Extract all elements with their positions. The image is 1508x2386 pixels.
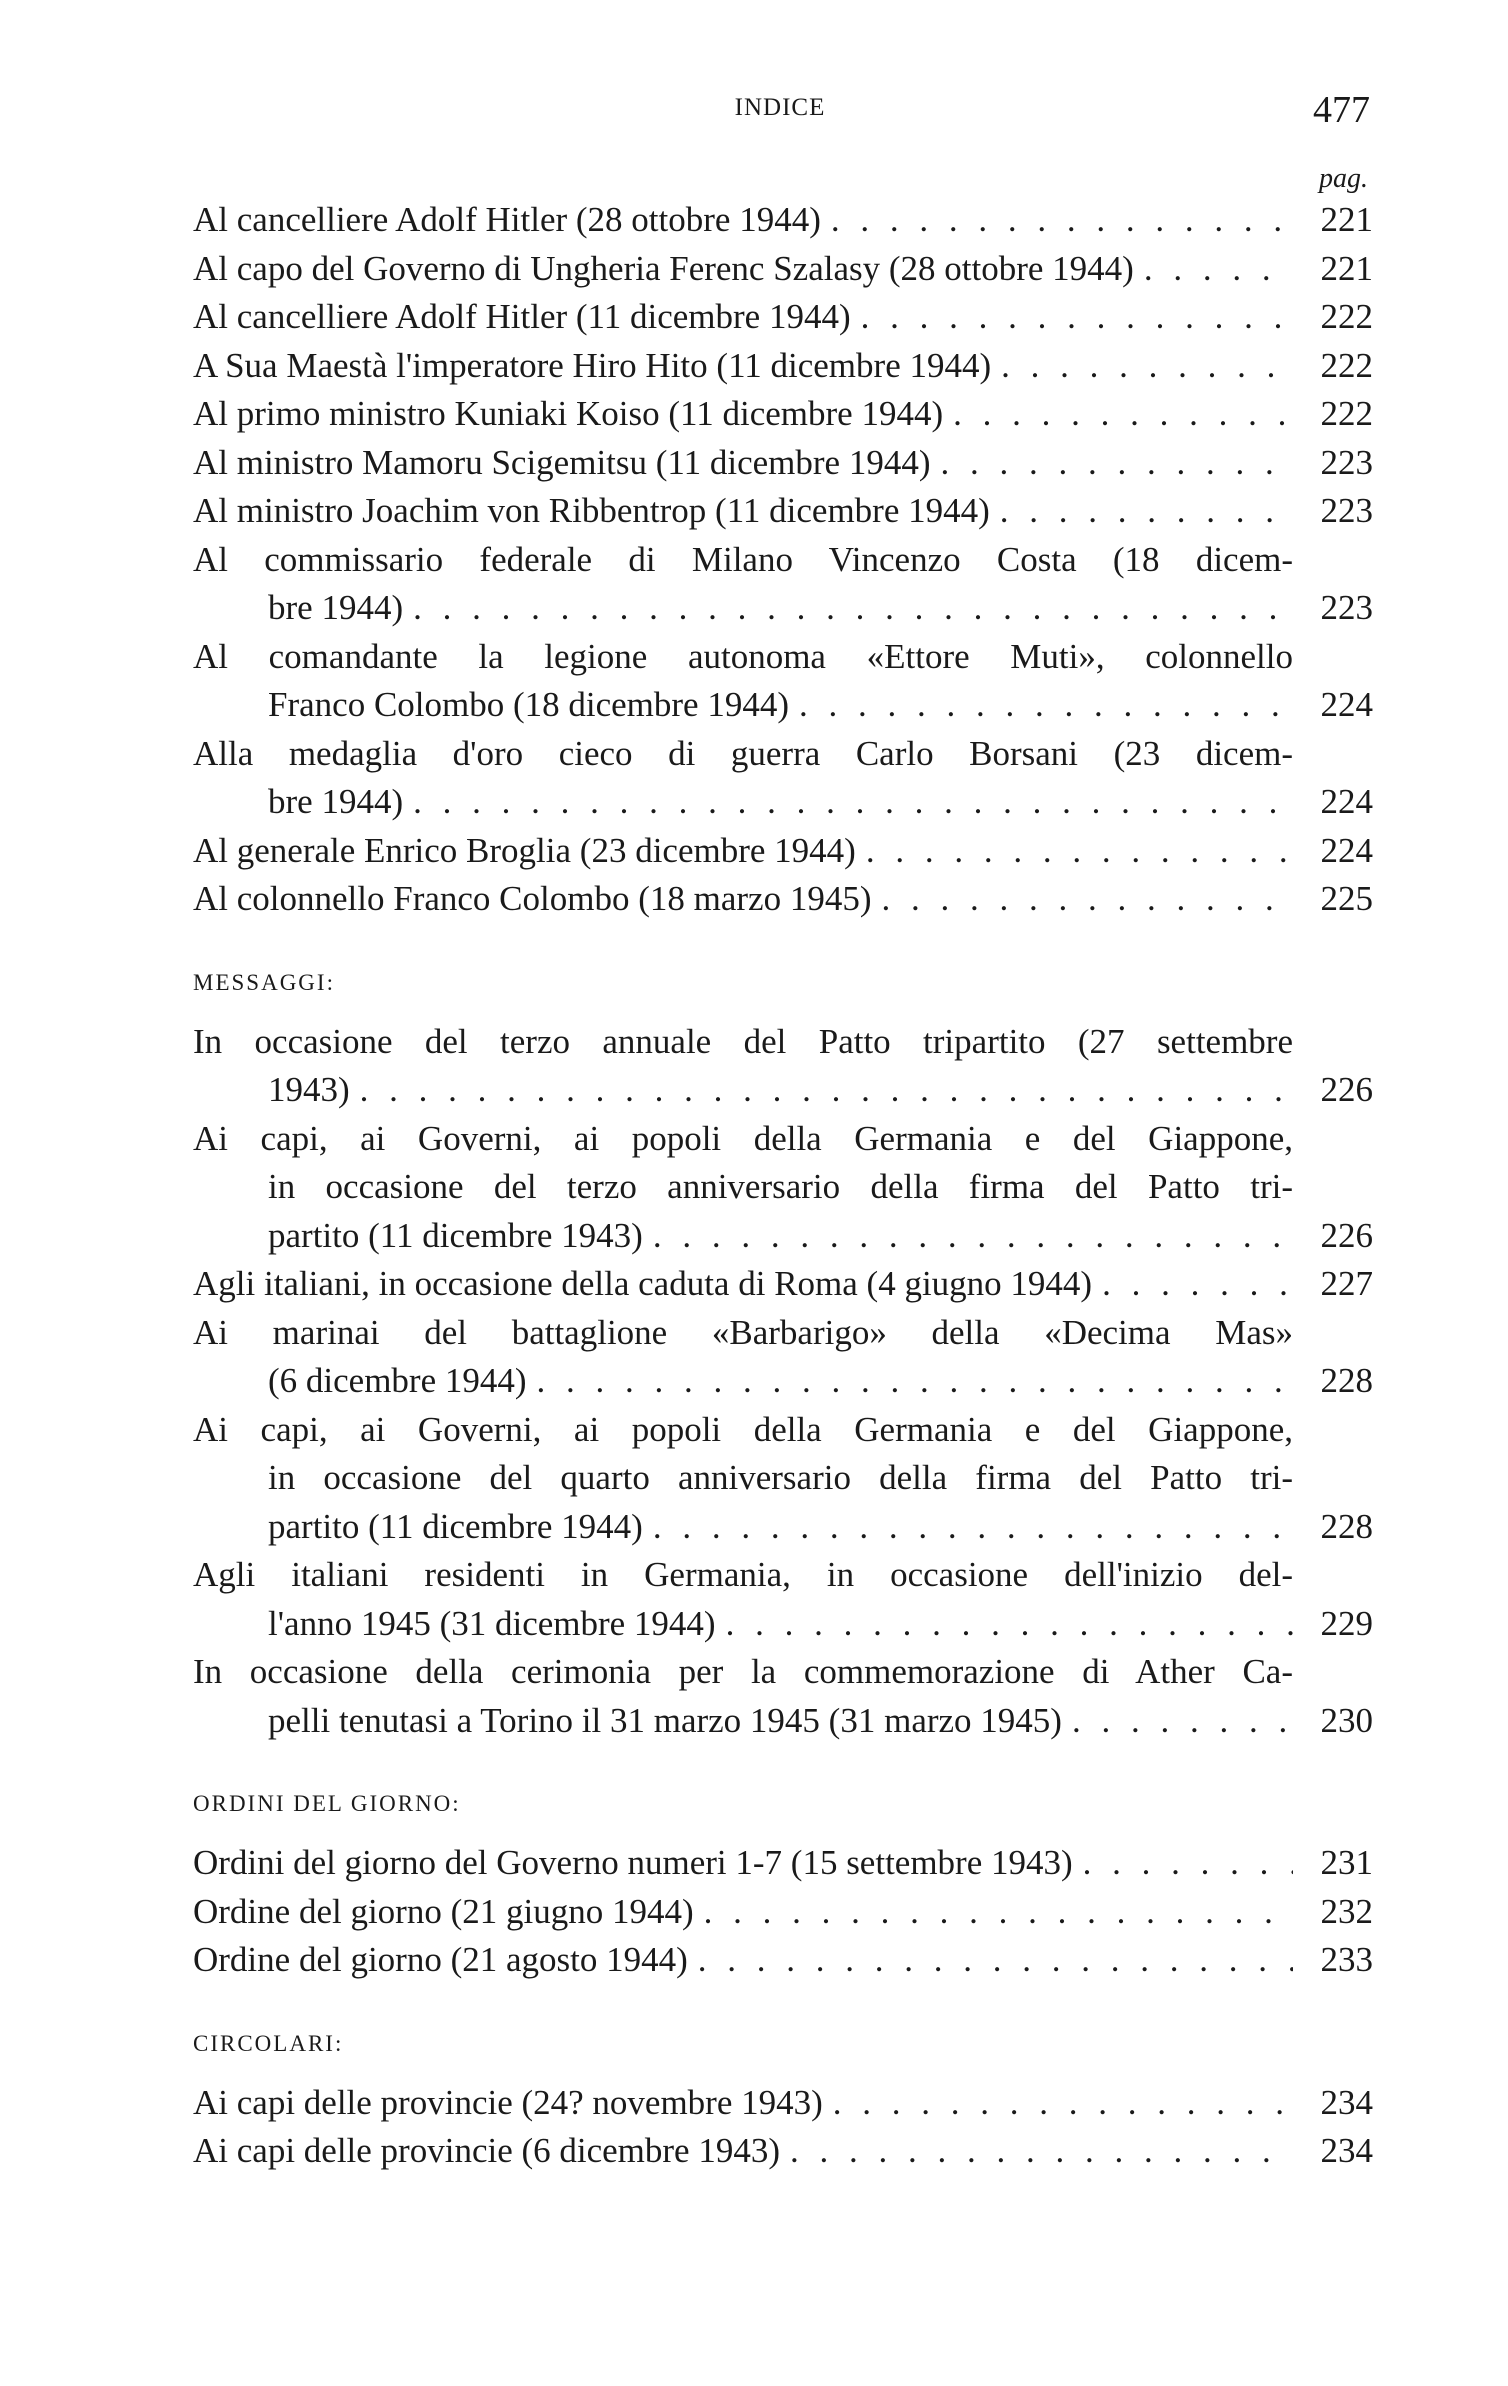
entry-line-text: Agli italiani, in occasione della caduta di Roma (4 giugno 1944) bbox=[193, 1264, 1093, 1303]
entry-title bbox=[193, 390, 1293, 439]
entry-title bbox=[193, 342, 1293, 391]
entry-title bbox=[193, 196, 1293, 245]
entry-title bbox=[193, 1888, 1293, 1937]
dot-leader bbox=[360, 1066, 1293, 1115]
entry-title bbox=[193, 2079, 1293, 2128]
index-entry bbox=[193, 293, 1373, 342]
entry-line-text: Al cancelliere Adolf Hitler (11 dicembre 1944) bbox=[193, 297, 851, 336]
dot-leader bbox=[726, 1600, 1293, 1649]
entry-line-text: Al ministro Joachim von Ribbentrop (11 dicembre 1944) bbox=[193, 491, 990, 530]
entry-page-number: 223 bbox=[1320, 588, 1373, 627]
entry-line-text: Al cancelliere Adolf Hitler (28 ottobre 1944) bbox=[193, 200, 821, 239]
entry-page-number: 222 bbox=[1320, 394, 1373, 433]
entry-line bbox=[193, 1600, 1293, 1649]
running-head-title: INDICE bbox=[734, 94, 826, 121]
entry-line bbox=[193, 1888, 1293, 1937]
entry-page-number: 225 bbox=[1320, 879, 1373, 918]
entry-page-number: 221 bbox=[1320, 248, 1373, 288]
entry-line-text: A Sua Maestà l'imperatore Hiro Hito (11 dicembre 1944) bbox=[193, 345, 992, 385]
entry-page-number: 222 bbox=[1320, 297, 1373, 336]
entry-line-text: Al generale Enrico Broglia (23 dicembre 1944) bbox=[193, 830, 856, 870]
entry-line: Al commissario federale di Milano Vincenzo Costa (18 dicem- bbox=[193, 539, 1293, 579]
entry-line bbox=[193, 2079, 1293, 2128]
entry-line bbox=[193, 1260, 1293, 1309]
entry-line-text: Ordine del giorno (21 giugno 1944) bbox=[193, 1891, 694, 1931]
entry-page-number: 232 bbox=[1320, 1891, 1373, 1931]
entry-title bbox=[193, 1551, 1293, 1648]
dot-leader bbox=[1144, 245, 1293, 294]
entry-page-number: 228 bbox=[1320, 1361, 1373, 1400]
entry-line-text: Al primo ministro Kuniaki Koiso (11 dicembre 1944) bbox=[193, 394, 944, 433]
index-entry bbox=[193, 1888, 1373, 1937]
entry-title bbox=[193, 1115, 1293, 1261]
entry-title bbox=[193, 1406, 1293, 1552]
index-entry bbox=[193, 487, 1373, 536]
dot-leader bbox=[653, 1503, 1293, 1552]
index-entry bbox=[193, 439, 1373, 488]
entry-line-text: Ordine del giorno (21 agosto 1944) bbox=[193, 1940, 688, 1979]
dot-leader bbox=[1000, 487, 1293, 536]
entry-page-number: 227 bbox=[1320, 1264, 1373, 1303]
entry-line-text: Ordini del giorno del Governo numeri 1-7 (15 settembre 1943) bbox=[193, 1843, 1073, 1882]
entry-line-text: l'anno 1945 (31 dicembre 1944) bbox=[268, 1603, 716, 1643]
entry-page-number: 234 bbox=[1320, 2131, 1373, 2170]
entry-line: Agli italiani residenti in Germania, in occasione dell'inizio del- bbox=[193, 1555, 1293, 1594]
section-heading: CIRCOLARI: bbox=[193, 2030, 344, 2056]
index-entry bbox=[193, 2079, 1373, 2128]
entry-line: Alla medaglia d'oro cieco di guerra Carlo Borsani (23 dicem- bbox=[193, 733, 1293, 773]
dot-leader bbox=[698, 1936, 1293, 1985]
entry-line bbox=[193, 827, 1293, 876]
dot-leader bbox=[790, 2127, 1293, 2176]
entry-line-text: (6 dicembre 1944) bbox=[268, 1361, 527, 1400]
entry-line bbox=[193, 487, 1293, 536]
dot-leader bbox=[413, 778, 1293, 827]
dot-leader bbox=[704, 1888, 1293, 1937]
entry-line bbox=[193, 778, 1293, 827]
index-entry bbox=[193, 2127, 1373, 2176]
dot-leader bbox=[940, 439, 1293, 488]
dot-leader bbox=[537, 1357, 1293, 1406]
section-heading: ORDINI DEL GIORNO: bbox=[193, 1791, 461, 1816]
dot-leader bbox=[831, 196, 1293, 245]
dot-leader bbox=[1072, 1697, 1293, 1746]
entry-title bbox=[193, 730, 1293, 827]
dot-leader bbox=[413, 584, 1293, 633]
entry-line-text: Ai capi delle provincie (6 dicembre 1943) bbox=[193, 2131, 781, 2170]
entry-line bbox=[193, 681, 1293, 730]
entry-line-text: Franco Colombo (18 dicembre 1944) bbox=[268, 685, 790, 724]
index-entry bbox=[193, 1406, 1373, 1552]
entry-line: In occasione della cerimonia per la commemorazione di Ather Ca- bbox=[193, 1652, 1293, 1691]
entry-line bbox=[193, 1697, 1293, 1746]
dot-leader bbox=[1102, 1260, 1293, 1309]
entry-page-number: 223 bbox=[1320, 442, 1373, 482]
entry-line-text: 1943) bbox=[268, 1070, 350, 1109]
index-entry bbox=[193, 1551, 1373, 1648]
index-entry bbox=[193, 1648, 1373, 1745]
entry-page-number: 230 bbox=[1320, 1700, 1373, 1740]
entry-line: Al comandante la legione autonoma «Ettore Muti», colonnello bbox=[193, 636, 1293, 676]
entry-line: in occasione del terzo anniversario della firma del Patto tri- bbox=[268, 1167, 1293, 1206]
entry-line bbox=[193, 245, 1293, 294]
entry-page-number: 224 bbox=[1320, 685, 1373, 724]
index-entry bbox=[193, 245, 1373, 294]
entry-line-text: Al colonnello Franco Colombo (18 marzo 1945) bbox=[193, 879, 872, 918]
dot-leader bbox=[861, 293, 1293, 342]
dot-leader bbox=[833, 2079, 1293, 2128]
entry-line: Ai marinai del battaglione «Barbarigo» della «Decima Mas» bbox=[193, 1312, 1293, 1352]
index-entry bbox=[193, 342, 1373, 391]
entry-title bbox=[193, 633, 1293, 730]
entry-line: Ai capi, ai Governi, ai popoli della Germania e del Giappone, bbox=[193, 1409, 1293, 1449]
entry-page-number: 221 bbox=[1320, 200, 1373, 239]
index-entry bbox=[193, 1260, 1373, 1309]
entry-title bbox=[193, 1936, 1293, 1985]
entry-line-text: partito (11 dicembre 1944) bbox=[268, 1506, 643, 1546]
entry-page-number: 234 bbox=[1320, 2082, 1373, 2122]
entry-page-number: 224 bbox=[1320, 830, 1373, 870]
entry-line bbox=[193, 2127, 1293, 2176]
index-entry bbox=[193, 875, 1373, 924]
running-head bbox=[190, 88, 1370, 138]
index-entry bbox=[193, 1115, 1373, 1261]
entry-line-text: pelli tenutasi a Torino il 31 marzo 1945 (31 marzo 1945) bbox=[268, 1700, 1062, 1740]
entry-title bbox=[193, 827, 1293, 876]
dot-leader bbox=[799, 681, 1293, 730]
index-entry bbox=[193, 1309, 1373, 1406]
entry-title bbox=[193, 1260, 1293, 1309]
index-entry bbox=[193, 1839, 1373, 1888]
entry-title bbox=[193, 293, 1293, 342]
entry-line bbox=[193, 1503, 1293, 1552]
entry-line-text: partito (11 dicembre 1943) bbox=[268, 1215, 643, 1255]
entry-page-number: 223 bbox=[1320, 491, 1373, 530]
entry-line bbox=[193, 439, 1293, 488]
entry-line bbox=[193, 390, 1293, 439]
entry-line bbox=[193, 196, 1293, 245]
index-entry bbox=[193, 196, 1373, 245]
entry-line bbox=[193, 1839, 1293, 1888]
index-entry bbox=[193, 390, 1373, 439]
entry-page-number: 229 bbox=[1320, 1603, 1373, 1643]
entry-title bbox=[193, 487, 1293, 536]
entry-title bbox=[193, 875, 1293, 924]
entry-title bbox=[193, 1309, 1293, 1406]
entry-title bbox=[193, 439, 1293, 488]
entry-page-number: 226 bbox=[1320, 1215, 1373, 1255]
entry-page-number: 222 bbox=[1320, 345, 1373, 385]
entry-page-number: 233 bbox=[1320, 1940, 1373, 1979]
dot-leader bbox=[866, 827, 1293, 876]
index-entry bbox=[193, 1936, 1373, 1985]
entry-line: In occasione del terzo annuale del Patto tripartito (27 settembre bbox=[193, 1021, 1293, 1061]
entry-line bbox=[193, 1936, 1293, 1985]
entry-page-number: 226 bbox=[1320, 1070, 1373, 1109]
index-entry bbox=[193, 1018, 1373, 1115]
page-number: 477 bbox=[1313, 89, 1370, 131]
entry-line-text: Ai capi delle provincie (24? novembre 1943) bbox=[193, 2082, 823, 2122]
index-entry bbox=[193, 633, 1373, 730]
dot-leader bbox=[1001, 342, 1293, 391]
entry-line bbox=[193, 1066, 1293, 1115]
entry-line-text: Al ministro Mamoru Scigemitsu (11 dicembre 1944) bbox=[193, 442, 931, 482]
index-entry bbox=[193, 730, 1373, 827]
dot-leader bbox=[881, 875, 1293, 924]
entry-line-text: bre 1944) bbox=[268, 782, 404, 821]
section-heading: MESSAGGI: bbox=[193, 969, 335, 995]
entry-line bbox=[193, 293, 1293, 342]
index-entry bbox=[193, 536, 1373, 633]
entry-title bbox=[193, 1839, 1293, 1888]
entry-line bbox=[193, 1212, 1293, 1261]
index-content bbox=[193, 196, 1373, 2176]
dot-leader bbox=[1083, 1839, 1293, 1888]
dot-leader bbox=[953, 390, 1293, 439]
index-entry bbox=[193, 827, 1373, 876]
entry-title bbox=[193, 1648, 1293, 1745]
entry-line: in occasione del quarto anniversario della firma del Patto tri- bbox=[268, 1458, 1293, 1497]
entry-line bbox=[193, 342, 1293, 391]
entry-line bbox=[193, 875, 1293, 924]
entry-line-text: bre 1944) bbox=[268, 588, 404, 627]
entry-line: Ai capi, ai Governi, ai popoli della Germania e del Giappone, bbox=[193, 1118, 1293, 1158]
entry-title bbox=[193, 2127, 1293, 2176]
dot-leader bbox=[653, 1212, 1293, 1261]
entry-line bbox=[193, 1357, 1293, 1406]
pag-column-label: pag. bbox=[1319, 163, 1368, 194]
entry-title bbox=[193, 536, 1293, 633]
entry-page-number: 228 bbox=[1320, 1506, 1373, 1546]
entry-title bbox=[193, 245, 1293, 294]
entry-page-number: 231 bbox=[1320, 1843, 1373, 1882]
entry-line bbox=[193, 584, 1293, 633]
entry-page-number: 224 bbox=[1320, 782, 1373, 821]
entry-title bbox=[193, 1018, 1293, 1115]
entry-line-text: Al capo del Governo di Ungheria Ferenc Szalasy (28 ottobre 1944) bbox=[193, 248, 1134, 288]
